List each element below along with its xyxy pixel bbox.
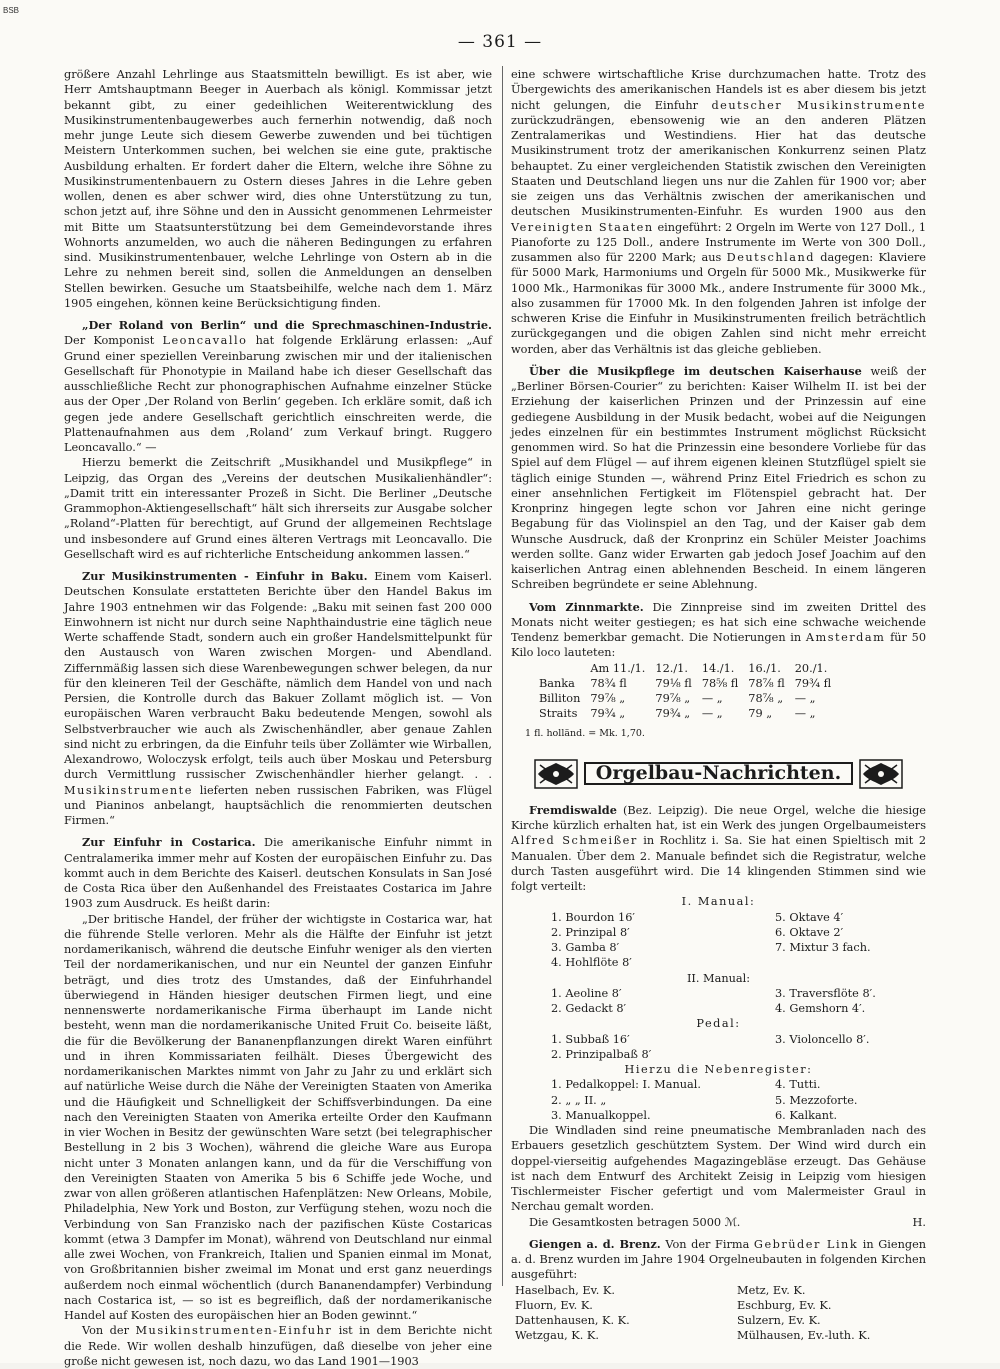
heading-kaiserhaus: Über die Musikpflege im deutschen Kaiserhause [529, 363, 862, 378]
table-cell [539, 661, 590, 676]
table-row [551, 1001, 882, 1016]
builder-name: Gebrüder Link [753, 1237, 859, 1251]
article-baku [64, 569, 492, 828]
spaced-term: Vereinigten Staaten [511, 220, 654, 234]
pedal-title: Pedal: [696, 1017, 741, 1031]
text-span: ist in dem Berichte nicht die Rede. Wir wollen deshalb hinzufügen, daß dieselbe von jeher eine große nicht gewesen ist, noch dazu, wo das Land 1901—1903 [64, 1324, 492, 1368]
place-heading: Giengen a. d. Brenz. [529, 1236, 661, 1251]
table-row [551, 955, 877, 970]
table-row [539, 676, 841, 691]
table-cell: 3. Violoncello 8′. [775, 1032, 870, 1046]
table-row [515, 1283, 892, 1298]
table-cell: Wetzgau, K. K. [515, 1329, 599, 1343]
table-row [539, 706, 841, 721]
table-cell: 1. Aeoline 8′ [551, 986, 622, 1000]
spaced-term: Musikinstrumenten-Einfuhr [135, 1324, 333, 1338]
table-row [515, 1328, 892, 1343]
table-cell: 1. Subbaß 16′ [551, 1032, 630, 1046]
page-number: — 361 — [457, 32, 543, 52]
text-span: Die Gesamtkosten betragen 5000 ℳ. [529, 1215, 741, 1229]
table-cell: 2. Prinzipal 8′ [551, 925, 630, 939]
table-cell: 6. Oktave 2′ [775, 925, 844, 939]
text-span: Von der [82, 1324, 129, 1338]
text-span: Die Zinnpreise sind im zweiten Drittel des Monats nicht weiter gestiegen; es hat sich eine schwache weichende Tendenz bemerkbar gemacht. Die Notierungen in [511, 600, 927, 644]
table-cell: 7. Mixtur 3 fach. [775, 941, 871, 954]
table-cell: 3. Gamba 8′ [551, 941, 620, 954]
table-cell: Dattenhausen, K. K. [515, 1314, 630, 1327]
heading-baku: Zur Musikinstrumenten - Einfuhr in Baku. [82, 569, 368, 583]
table-row [551, 1108, 864, 1123]
tin-price-table [539, 661, 841, 722]
paragraph-musikinstrumente-einfuhr [64, 1323, 492, 1369]
text-span: hat folgende Erklärung erlassen: „Auf Grund einer speziellen Vereinbarung zwischen mir und der italienischen Gesellschaft für Phonotypie in Mailand habe ich dieser Gesellschaft das ausschließliche Recht zur phonographischen Aufnahme einzelner Stücke aus der Oper ‚Der Roland von Berlin‘ gegeben. Ich erkläre somit, daß ich gegen jede andere Gesellschaft gerichtlich einschreiten werde, die Plattenaufnahmen aus dem ‚Roland‘ zum Verkauf bringt. Ruggero Leoncavallo.“ — [64, 334, 492, 454]
table-row [551, 986, 882, 1001]
table-row [539, 691, 841, 706]
table-cell: 5. Mezzoforte. [775, 1093, 858, 1107]
table-header-row [539, 661, 841, 676]
church-list [515, 1283, 892, 1344]
table-cell: 79¾ fl [794, 676, 832, 690]
manual2-title: II. Manual: [686, 971, 751, 985]
place-heading: Fremdiswalde [529, 802, 617, 817]
table-cell: 79⅞ „ [590, 692, 626, 705]
table-row [551, 1077, 864, 1092]
table-cell: 4. Hohlflöte 8′ [551, 956, 632, 970]
table-cell: 6. Kalkant. [775, 1108, 838, 1122]
table-cell: — „ [794, 692, 816, 705]
table-cell: 78¾ fl [590, 676, 627, 690]
manual2-table [551, 986, 882, 1017]
article-costarica [64, 835, 492, 911]
table-cell: Am 11./1. [590, 661, 646, 675]
table-cell: Eschburg, Ev. K. [737, 1298, 832, 1312]
article-roland [64, 318, 492, 455]
floral-ornament-icon [534, 759, 578, 789]
table-cell: 78⅞ fl [748, 676, 785, 690]
table-cell: — „ [794, 707, 816, 721]
left-column [64, 67, 492, 1369]
table-cell: 2. Gedackt 8′ [551, 1002, 627, 1015]
table-cell: Billiton [539, 692, 581, 705]
table-cell: Fluorn, Ev. K. [515, 1298, 593, 1312]
text-span: lieferten neben russischen Fabriken, was Flügel und Pianinos anbelangt, hauptsächlich die renommierten deutschen Firmen.“ [64, 783, 492, 827]
table-cell: 1. Bourdon 16′ [551, 910, 635, 924]
builder-name: Alfred Schmeißer [511, 834, 638, 848]
banner-title: Orgelbau-Nachrichten. [584, 762, 853, 785]
table-cell: 79¾ „ [590, 707, 626, 721]
table-cell: Straits [539, 707, 578, 721]
table-cell: 79 „ [748, 707, 773, 721]
paragraph-krise [511, 67, 926, 357]
paragraph-apprentices: größere Anzahl Lehrlinge aus Staatsmitteln bewilligt. Es ist aber, wie Herr Amtshauptmann Beeger in Auerbach als königl. Kommissar jetzt bekannt gibt, zu einer gedeihlichen Weiterentwicklung des Musikinstrumentenbaugewerbes auch fernerhin notwendig, daß noch mehr junge Leute sich diesem Gewerbe zuwenden und bei tüchtigen Meistern Unterkommen suchen, bei welchen sie eine gute, praktische Ausbildung erhalten. Er fordert daher die Eltern, welche ihre Söhne zu Musikinstrumentenbauern zu Ostern dieses Jahres in die Lehre geben wollen, denen es aber schwer wird, dies ohne Unterstützung zu tun, schon jetzt auf, ihre Söhne und den in Aussicht genommenen Lehrmeister mit Bitte um Staatsunterstützung bei dem Gemeindevorstande ihres Wohnorts anzumelden, wo auch die näheren Bedingungen zu erfahren sind. Musikinstrumentenbauer, welche Lehrlinge von Ostern ab in die Lehre zu nehmen bereit sind, sollen die Anmeldungen an denselben Stellen bewirken. Gesuche um Staatsbeihilfe, welche nach dem 1. März 1905 eingehen, können keine Berücksichtigung finden. [64, 68, 492, 310]
table-cell [775, 955, 877, 970]
table-cell: 4. Tutti. [775, 1078, 821, 1092]
right-column [511, 67, 926, 1344]
heading-roland: „Der Roland von Berlin“ und die Sprechmaschinen-Industrie. [82, 318, 492, 332]
text-span: Der Komponist [64, 334, 155, 348]
table-cell: Banka [539, 676, 575, 690]
table-cell: Sulzern, Ev. K. [737, 1314, 821, 1327]
text-span: weiß der „Berliner Börsen-Courier“ zu berichten: Kaiser Wilhelm II. ist bei der Erziehung der kaiserlichen Prinzen und der Prinzessin auf eine gediegene Ausbildung in der Musik bedacht, wobei auf die Neigungen jedes einzelnen für ein bestimmtes Instrument möglichst Rücksicht genommen wird. So hat die Prinzessin eine besondere Vorliebe für das Spiel auf dem Flügel — auf ihrem eigenen kleinen Stutzflügel spielt sie täglich einige Stunden —, während Prinz Eitel Friedrich es schon zu einer ansehnlichen Fertigkeit im Flötenspiel gebracht hat. Der Kronprinz hingegen legte schon vor Jahren eine nicht geringe Begabung für das Violinspiel an den Tag, und der Kaiser gab dem Wunsche Ausdruck, daß der Kronprinz ein Schüler Meister Joachims werden sollte. Ganz wider Erwarten gab jedoch Josef Joachim auf den kaiserlichen Antrag einen ablehnenden Bescheid. In einem längeren Schreiben begründete er seine Ablehnung. [511, 364, 926, 592]
table-cell: 2. „ „ II. „ [551, 1093, 607, 1107]
text-span: in Giengen a. d. Brenz wurden im Jahre 1904 Orgelneubauten in folgenden Kirchen ausgeführt: [511, 1237, 927, 1282]
table-row [551, 1093, 864, 1108]
section-banner [511, 759, 926, 789]
text-span: eine schwere wirtschaftliche Krise durchzumachen hatte. Trotz des Übergewichts des amerikanischen Handels ist es aber diesem bis jetzt nicht gelungen, die Einfuhr [511, 68, 926, 112]
article-fremdiswalde [511, 803, 926, 895]
spaced-term: Amsterdam [805, 631, 886, 644]
table-row [551, 1047, 875, 1062]
paragraph-costarica-quote: „Der britische Handel, der früher der wichtigste in Costarica war, hat die führende Stelle verloren. Mehr als die Hälfte der Einfuhr ist jetzt nordamerikanisch, während die deutsche Einfuhr weniger als den vierten Teil der nordamerikanischen, und nur ein Neuntel der ganzen Einfuhr beträgt, und dies trotz des Umstandes, daß der Einfuhrhandel überwiegend in Händen hiesiger deutschen Firmen liegt, und eine nennenswerte nordamerikanische Firma überhaupt im Lande nicht besteht, wenn man die nordamerikanische United Fruit Co. beiseite läßt, die für die Bevölkerung der Bananenpflanzungen direkt Waren einführt und in ihren Kommissariaten feilhält. Dieses Übergewicht des nordamerikanischen Marktes nimmt von Jahr zu Jahr zu und erklärt sich auf natürliche Weise durch die Nähe der Vereinigten Staaten von Amerika und die Häufigkeit und Schnelligkeit der Schiffsverbindungen. Da eine nach den Vereinigten Staaten von Amerika erteilte Order den Kaufmann in vier Wochen in Besitz der gewünschten Ware setzt (bei telegraphischer Bestellung in 2 bis 3 Wochen), während die gleiche Ware aus Europa nicht unter 3 Monaten anlangen kann, und da für die Verschiffung von den Vereinigten Staaten von Amerika 5 bis 6 Schiffe jede Woche, und zwar von allen größeren atlantischen Hafenplätzen: New Orleans, Mobile, Philadelphia, New York und Boston, zur Verfügung stehen, wozu noch die Verbindung von San Franzisko nach der pazifischen Küste Costaricas kommt (etwa 3 Dampfer im Monat), während von Deutschland nur einmal alle zwei Wochen, von Frankreich, Italien und Spanien einmal im Monat, von Großbritannien bisher zweimal im Monat und erst ganz neuerdings außerdem noch einmal wöchentlich (durch Bananendampfer) Verbindung nach Costarica ist, — so ist es begreiflich, daß der nordamerikanische Handel auf Kosten des europäischen hier an Boden gewinnt.“ [64, 912, 492, 1322]
text-span: in Rochlitz i. Sa. Sie hat einen Spieltisch mit 2 Manualen. Über dem 2. Manuale befindet sich die Registratur, welche durch Tasten ausgeführt wird. Die 14 klingenden Stimmen sind wie folgt verteilt: [511, 834, 927, 893]
table-cell: — „ [701, 707, 723, 721]
article-zinnmarkt [511, 600, 926, 661]
spaced-term: Musikinstrumente [64, 783, 193, 797]
paragraph-kosten [511, 1215, 926, 1230]
table-row [551, 1032, 875, 1047]
author-signature: H. [912, 1215, 926, 1229]
table-row [515, 1298, 892, 1313]
nebenregister-title: Hierzu die Nebenregister: [624, 1063, 813, 1076]
table-row [551, 925, 877, 940]
text-span: (Bez. Leipzig). Die neue Orgel, welche die hiesige Kirche kürzlich erhalten hat, ist ein Werk des jungen Orgelbaumeisters [511, 803, 926, 832]
paragraph-windladen: Die Windladen sind reine pneumatische Membranladen nach des Erbauers gesetzlich geschütztem System. Der Wind wird durch ein doppel-vierseitig aufgehendes Magazingebläse erzeugt. Das Gehäuse ist nach dem Entwurf des Architekt Zeisig in Leipzig vom hiesigen Tischlermeister Fischer gefertigt und vom Malermeister Graul in Nerchau gemalt worden. [511, 1124, 926, 1214]
table-cell: 1. Pedalkoppel: I. Manual. [551, 1078, 701, 1092]
manual1-table [551, 910, 877, 971]
column-divider [502, 66, 503, 1286]
text-span: zurückzudrängen, ebensowenig wie an den anderen Plätzen Zentralamerikas und Westindiens. Hier hat das deutsche Musikinstrument trotz der amerikanischen Konkurrenz seinen Platz behauptet. Zu einer vergleichenden Statistik zwischen den Vereinigten Staaten und Deutschland liegen uns nur die Zahlen für 1900 vor; aber sie zeigen uns das Verhältnis zwischen der amerikanischen und deutschen Musikinstrumenten-Einfuhr. Es wurden 1900 aus den [511, 113, 926, 219]
paragraph-grammophon: Hierzu bemerkt die Zeitschrift „Musikhandel und Musikpflege“ in Leipzig, das Organ des „Vereins der deutschen Musikalienhändler“: „Damit tritt ein interessanter Prozeß in Sicht. Die Berliner „Deutsche Grammophon-Aktiengesellschaft“ hält sich ihrerseits zur Ausgabe solcher „Roland“-Platten für berechtigt, auf Grund der allgemeinen Rechtslage und insbesondere auf Grund eines älteren Vertrags mit Leoncavallo. Die Gesellschaft wird es auf richterliche Entscheidung ankommen lassen.“ [64, 456, 492, 561]
library-corner-label: BSB [3, 6, 20, 15]
table-cell [775, 1047, 875, 1062]
text-span: eingeführt: 2 Orgeln im Werte von 127 Doll., 1 Pianoforte zu 125 Doll., andere Instrumente im Werte von 300 Doll., zusammen also für 2200 Mark; aus [511, 220, 927, 264]
heading-costarica: Zur Einfuhr in Costarica. [82, 835, 256, 850]
table-cell: Mülhausen, Ev.-luth. K. [737, 1329, 871, 1343]
spaced-term: deutscher Musikinstrumente [711, 98, 926, 112]
nebenregister-table [551, 1077, 864, 1123]
table-cell: 2. Prinzipalbaß 8′ [551, 1047, 652, 1061]
heading-zinnmarkt: Vom Zinnmarkte. [529, 599, 644, 614]
table-cell: 16./1. [748, 661, 781, 675]
table-cell: Metz, Ev. K. [737, 1283, 806, 1297]
table-cell: 79⅛ fl [655, 676, 692, 690]
table-cell: 12./1. [655, 661, 688, 675]
table-cell: 79⅞ „ [655, 692, 691, 705]
table-cell: 20./1. [794, 661, 828, 675]
table-cell: 5. Oktave 4′ [775, 910, 844, 924]
pedal-table [551, 1032, 875, 1063]
table-cell: 78⅞ „ [748, 692, 784, 705]
article-kaiserhaus [511, 364, 926, 593]
table-row [551, 940, 877, 955]
table-row [551, 910, 877, 925]
text-span: Die amerikanische Einfuhr nimmt in Centralamerika immer mehr auf Kosten der europäischen Einfuhr zu. Das kommt auch in dem Berichte des Kaiserl. deutschen Konsulats in San José de Costa Rica über den Außenhandel des Freistaates Costarica im Jahre 1903 zum Ausdruck. Es heißt darin: [64, 836, 492, 911]
table-cell: 14./1. [701, 661, 735, 675]
composer-name: Leoncavallo [162, 334, 248, 348]
table-cell: 78⅝ fl [701, 676, 739, 690]
table-cell: 4. Gemshorn 4′. [775, 1002, 866, 1015]
table-cell: — „ [701, 692, 723, 705]
text-span: Von der Firma [665, 1237, 750, 1251]
currency-note: 1 fl. holländ. = Mk. 1,70. [525, 727, 645, 739]
text-span: dagegen: Klaviere für 5000 Mark, Harmoniums und Orgeln für 5000 Mk., Musikwerke für 1000 Mk., Harmonikas für 3000 Mk., andere Instrumente für 3000 Mk., also zusammen für 17000 Mk. In den folgenden Jahren ist infolge der schweren Krise die Einfuhr in Musikinstrumenten freilich beträchtlich zurückgegangen und die obigen Zahlen sind nicht mehr erreicht worden, aber das Verhältnis ist das gleiche geblieben. [511, 251, 926, 356]
table-row [515, 1313, 892, 1328]
table-cell: 79¾ „ [655, 707, 691, 721]
manual1-title: I. Manual: [681, 895, 756, 909]
table-cell: 3. Manualkoppel. [551, 1108, 651, 1122]
table-cell: 3. Traversflöte 8′. [775, 986, 876, 1000]
table-cell: Haselbach, Ev. K. [515, 1283, 615, 1297]
floral-ornament-icon [859, 759, 903, 789]
article-giengen [511, 1237, 926, 1283]
text-span: Einem vom Kaiserl. Deutschen Konsulate erstatteten Berichte über den Handel Bakus im Jahre 1903 entnehmen wir das Folgende: „Baku mit seinen fast 200 000 Einwohnern ist nicht nur durch seine Naphthaindustrie eine täglich neue Werte schaffende Stadt, sondern auch ein großer Handelsmittelpunkt für den Austausch von Waren zwischen Morgen- und Abendland. Ziffernmäßig lassen sich diese Warenbewegungen schwer belegen, da nur für den kleineren Teil der Geschäfte, nämlich dem Handel von und nach Persien, die Kontrolle durch das Bakuer Zollamt möglich ist. — Von europäischen Waren verbraucht Baku bedeutende Mengen, sowohl als Selbstverbraucher wie auch als Zwischenhändler, aber genaue Zahlen sind nicht zu erbringen, da die Einfuhr teils über Zollämter wie Wirballen, Alexandrowo, Woloczysk erfolgt, teils auch über Moskau und Petersburg durch Vermittlung russischer Zwischenhändler hierher gelangt. . . [64, 570, 492, 782]
spaced-term: Deutschland [726, 251, 815, 264]
text-span: für 50 Kilo loco lauteten: [511, 631, 927, 660]
